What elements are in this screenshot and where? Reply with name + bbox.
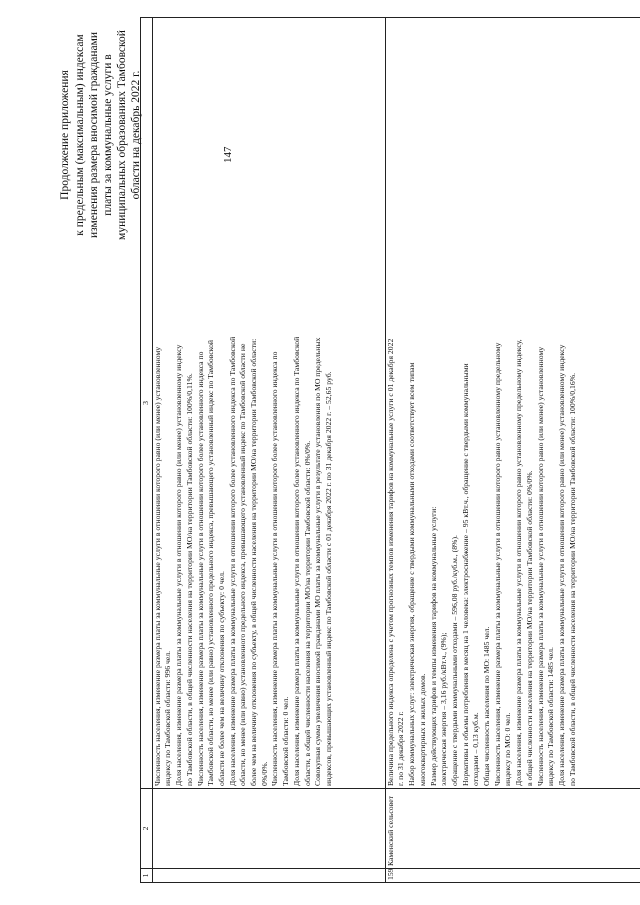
row-number [152,869,385,883]
row-description [152,18,385,789]
header-line: муниципальных образованиях Тамбовской [116,30,128,240]
description-line: отходами – 0,13 куб.м. [471,712,481,786]
description-line: Тамбовской области: 0 чел. [281,696,291,786]
header-continuation: Продолжение приложения [59,70,71,200]
description-line: индексу по Тамбовской области: 996 чел. [163,650,173,786]
description-line: Численность населения, изменение размера платы за коммунальные услуги в отношении которого равно (или менее) установленному [535,346,545,786]
description-line: 0%/0%. [259,761,269,786]
description-line: более чем на величину отклонения по субъекту, в общей численности населения на территории МО/на территории Тамбовской области: [249,338,259,786]
description-line: многоквартирных и жилых домов. [417,673,427,786]
description-line: Численность населения, изменение размера платы за коммунальные услуги в отношении которого более установленного индекса по [270,351,280,786]
appendix-header [58,30,143,240]
description-line: электрическая энергия – 3,16 руб./кВт.ч., (9%); [439,632,449,786]
column-header: 3 [141,18,153,789]
description-line: индексу по Тамбовской области: 1485 чел. [546,647,556,786]
description-line: области, в общей численности населения на территории МО/на территории Тамбовской области: 0%/0%. [302,440,312,786]
description-line: Величина предельного индекса определена с учетом прогнозных темпов изменения тарифов на коммунальные услуги с 01 декабря 2022 [385,338,395,786]
description-line: Доля населения, изменение размера платы за коммунальные услуги в отношении которого более установленного индекса по Тамбовской [227,336,237,786]
header-line: к предельным (максимальным) индексам [74,34,86,236]
table-row [385,18,640,883]
description-line: Общая численность населения по МО: 1485 чел. [482,626,492,786]
header-line: изменения размера вносимой гражданами [88,31,100,239]
description-line: Нормативы и объемы потребления в месяц на 1 человека: электроснабжение – 95 кВт.ч., обращение с твердыми коммунальными [460,363,470,786]
municipality-name: Каменский сельсовет [385,789,640,869]
description-line: Набор коммунальных услуг: электрическая энергия, обращение с твердыми коммунальными отходами соответствует всем типам [407,362,417,786]
table-header-row [141,18,153,883]
row-description [385,18,640,789]
description-line: Размер действующих тарифов и темпы изменения тарифов на коммунальные услуги: [428,506,438,786]
description-line: Численность населения, изменение размера платы за коммунальные услуги в отношении которого более установленного индекса по [195,351,205,786]
column-header: 1 [141,869,153,883]
description-line: Численность населения, изменение размера платы за коммунальные услуги в отношении которого равно (или менее) установленному [152,346,162,786]
description-line: г. по 31 декабря 2022 г. [396,711,406,786]
index-table [140,17,640,883]
description-line: индексу по МО: 0 чел. [503,712,513,786]
description-line: обращение с твердыми коммунальными отходами – 596,08 руб./куб.м., (8%). [449,535,459,786]
description-line: индексов, превышающих установленный индекс по Тамбовской области с 01 декабря 2022 г. по 31 декабря 2022 г. – 52,65 руб. [323,371,333,786]
column-header: 2 [141,789,153,869]
description-line: Совокупная сумма увеличения вносимой гражданами МО платы за коммунальные услуги в результате установления по МО предельных [313,337,323,786]
description-line: Доля населения, изменение размера платы за коммунальные услуги в отношении которого более установленного индекса по Тамбовской [291,336,301,786]
description-line: Тамбовской области, но менее (или равно) установленного предельного индекса, превышающего установленный индекс по Тамбовской [206,339,216,786]
header-line: области на декабрь 2022 г. [130,70,142,200]
description-line: по Тамбовской области, в общей численности населения на территории МО/на территории Тамбовской области: 100%/0,11%. [184,373,194,786]
header-line: платы за коммунальные услуги в [102,54,114,216]
row-number: 159 [385,869,640,883]
description-line: Доля населения, изменение размера платы за коммунальные услуги в отношении которого равно (или менее) установленному индексу [556,344,566,786]
description-line: по Тамбовской области, в общей численности населения на территории МО/на территории Тамбовской области: 100%/0,16%. [567,372,577,786]
table-row [152,18,385,883]
description-line: Доля населения, изменение размера платы за коммунальные услуги в отношении которого равно (или менее) установленному индексу [174,344,184,786]
description-line: области не более чем на величину отклонения по субъекту: 0 чел. [216,571,226,786]
description-line: Численность населения, изменение размера платы за коммунальные услуги в отношении которого равно установленному предельному [492,342,502,786]
page-number: 147 [222,146,234,163]
municipality-name [152,789,385,869]
description-line: области, но менее (или равно) установленного предельного индекса, превышающего установленный индекс по Тамбовской области не [238,343,248,786]
description-line: Доля населения, изменение размера платы за коммунальные услуги в отношении которого равно установленному предельному индексу, [514,339,524,786]
description-line: в общей численности населения на территории МО/на территории Тамбовской области: 0%/0%. [524,470,534,786]
